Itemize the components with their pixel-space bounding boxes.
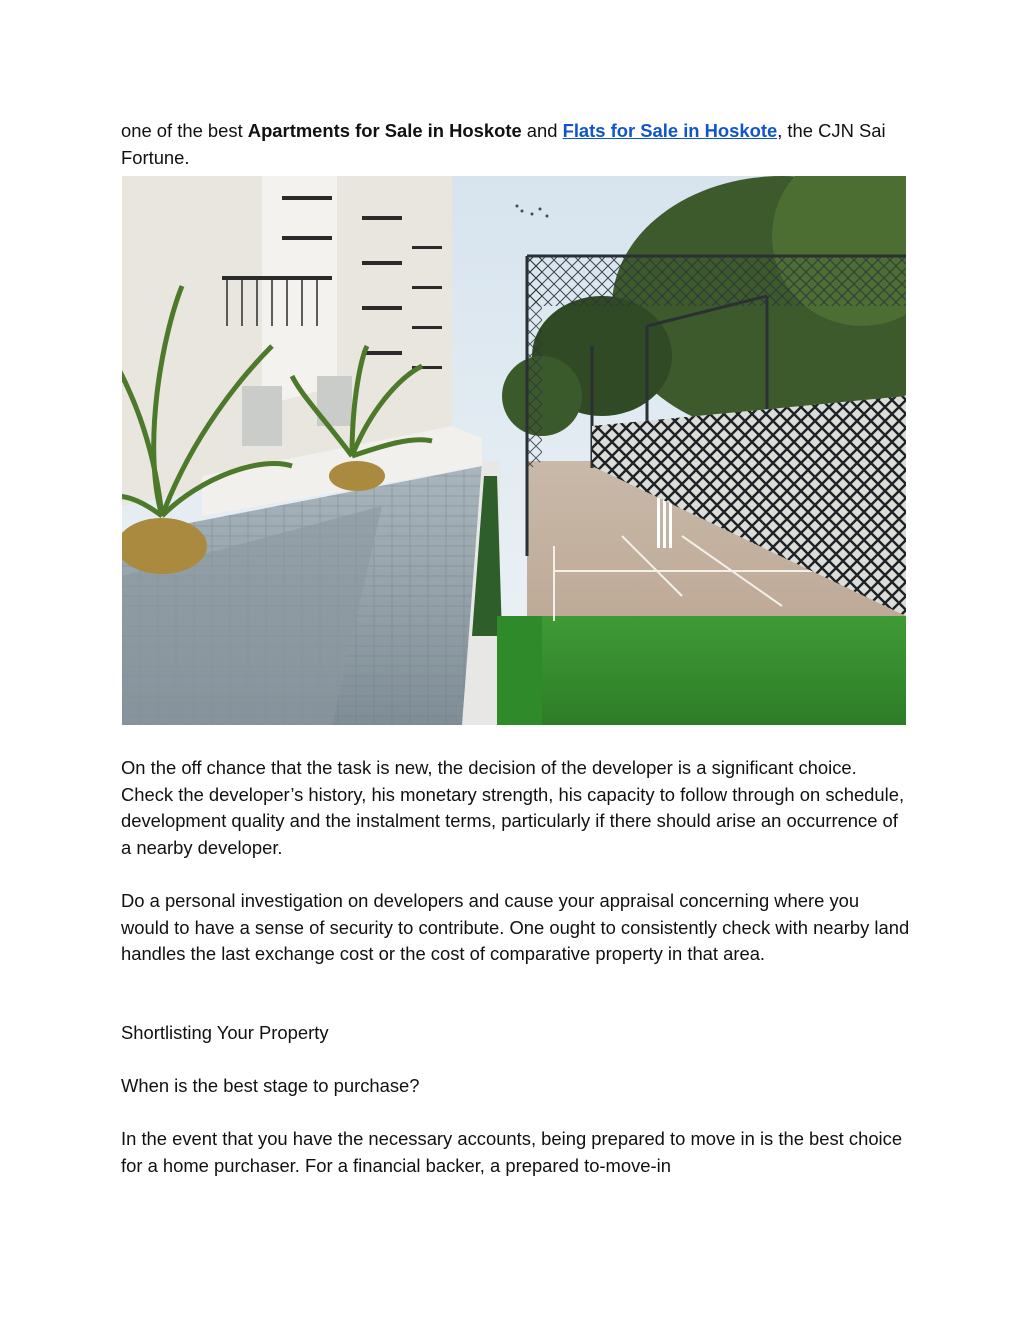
intro-text-after: , the CJN Sai Fortune.: [121, 120, 886, 168]
paragraph-investigation: [121, 888, 911, 968]
paragraph-3-text: Shortlisting Your Property: [121, 1022, 329, 1043]
paragraph-4-text: When is the best stage to purchase?: [121, 1075, 420, 1096]
intro-paragraph: [121, 118, 911, 171]
intro-text-middle: and: [521, 120, 563, 141]
paragraph-developer-choice: [121, 755, 911, 861]
heading-best-stage: [121, 1073, 911, 1100]
heading-shortlisting: [121, 1020, 911, 1047]
paragraph-5-text: In the event that you have the necessary accounts, being prepared to move in is the best choice for a home purchaser. For a financial backer, a prepared to-move-in: [121, 1128, 903, 1176]
flats-for-sale-link[interactable]: Flats for Sale in Hoskote: [562, 120, 778, 141]
property-photo: [122, 176, 906, 725]
intro-text-before: one of the best: [121, 120, 248, 141]
intro-bold-text: Apartments for Sale in Hoskote: [247, 120, 522, 141]
paragraph-2-text: Do a personal investigation on developers and cause your appraisal concerning where you would to have a sense of security to contribute. One ought to consistently check with nearby land handles the last exchange cost or the cost of comparative property in that area.: [121, 890, 910, 964]
paragraph-accounts: [121, 1126, 911, 1179]
paragraph-1-text: On the off chance that the task is new, the decision of the developer is a significant choice. Check the developer’s history, his monetary strength, his capacity to follow through on schedule, development quality and the instalment terms, particularly if there should arise an occurrence of a nearby developer.: [121, 757, 905, 858]
